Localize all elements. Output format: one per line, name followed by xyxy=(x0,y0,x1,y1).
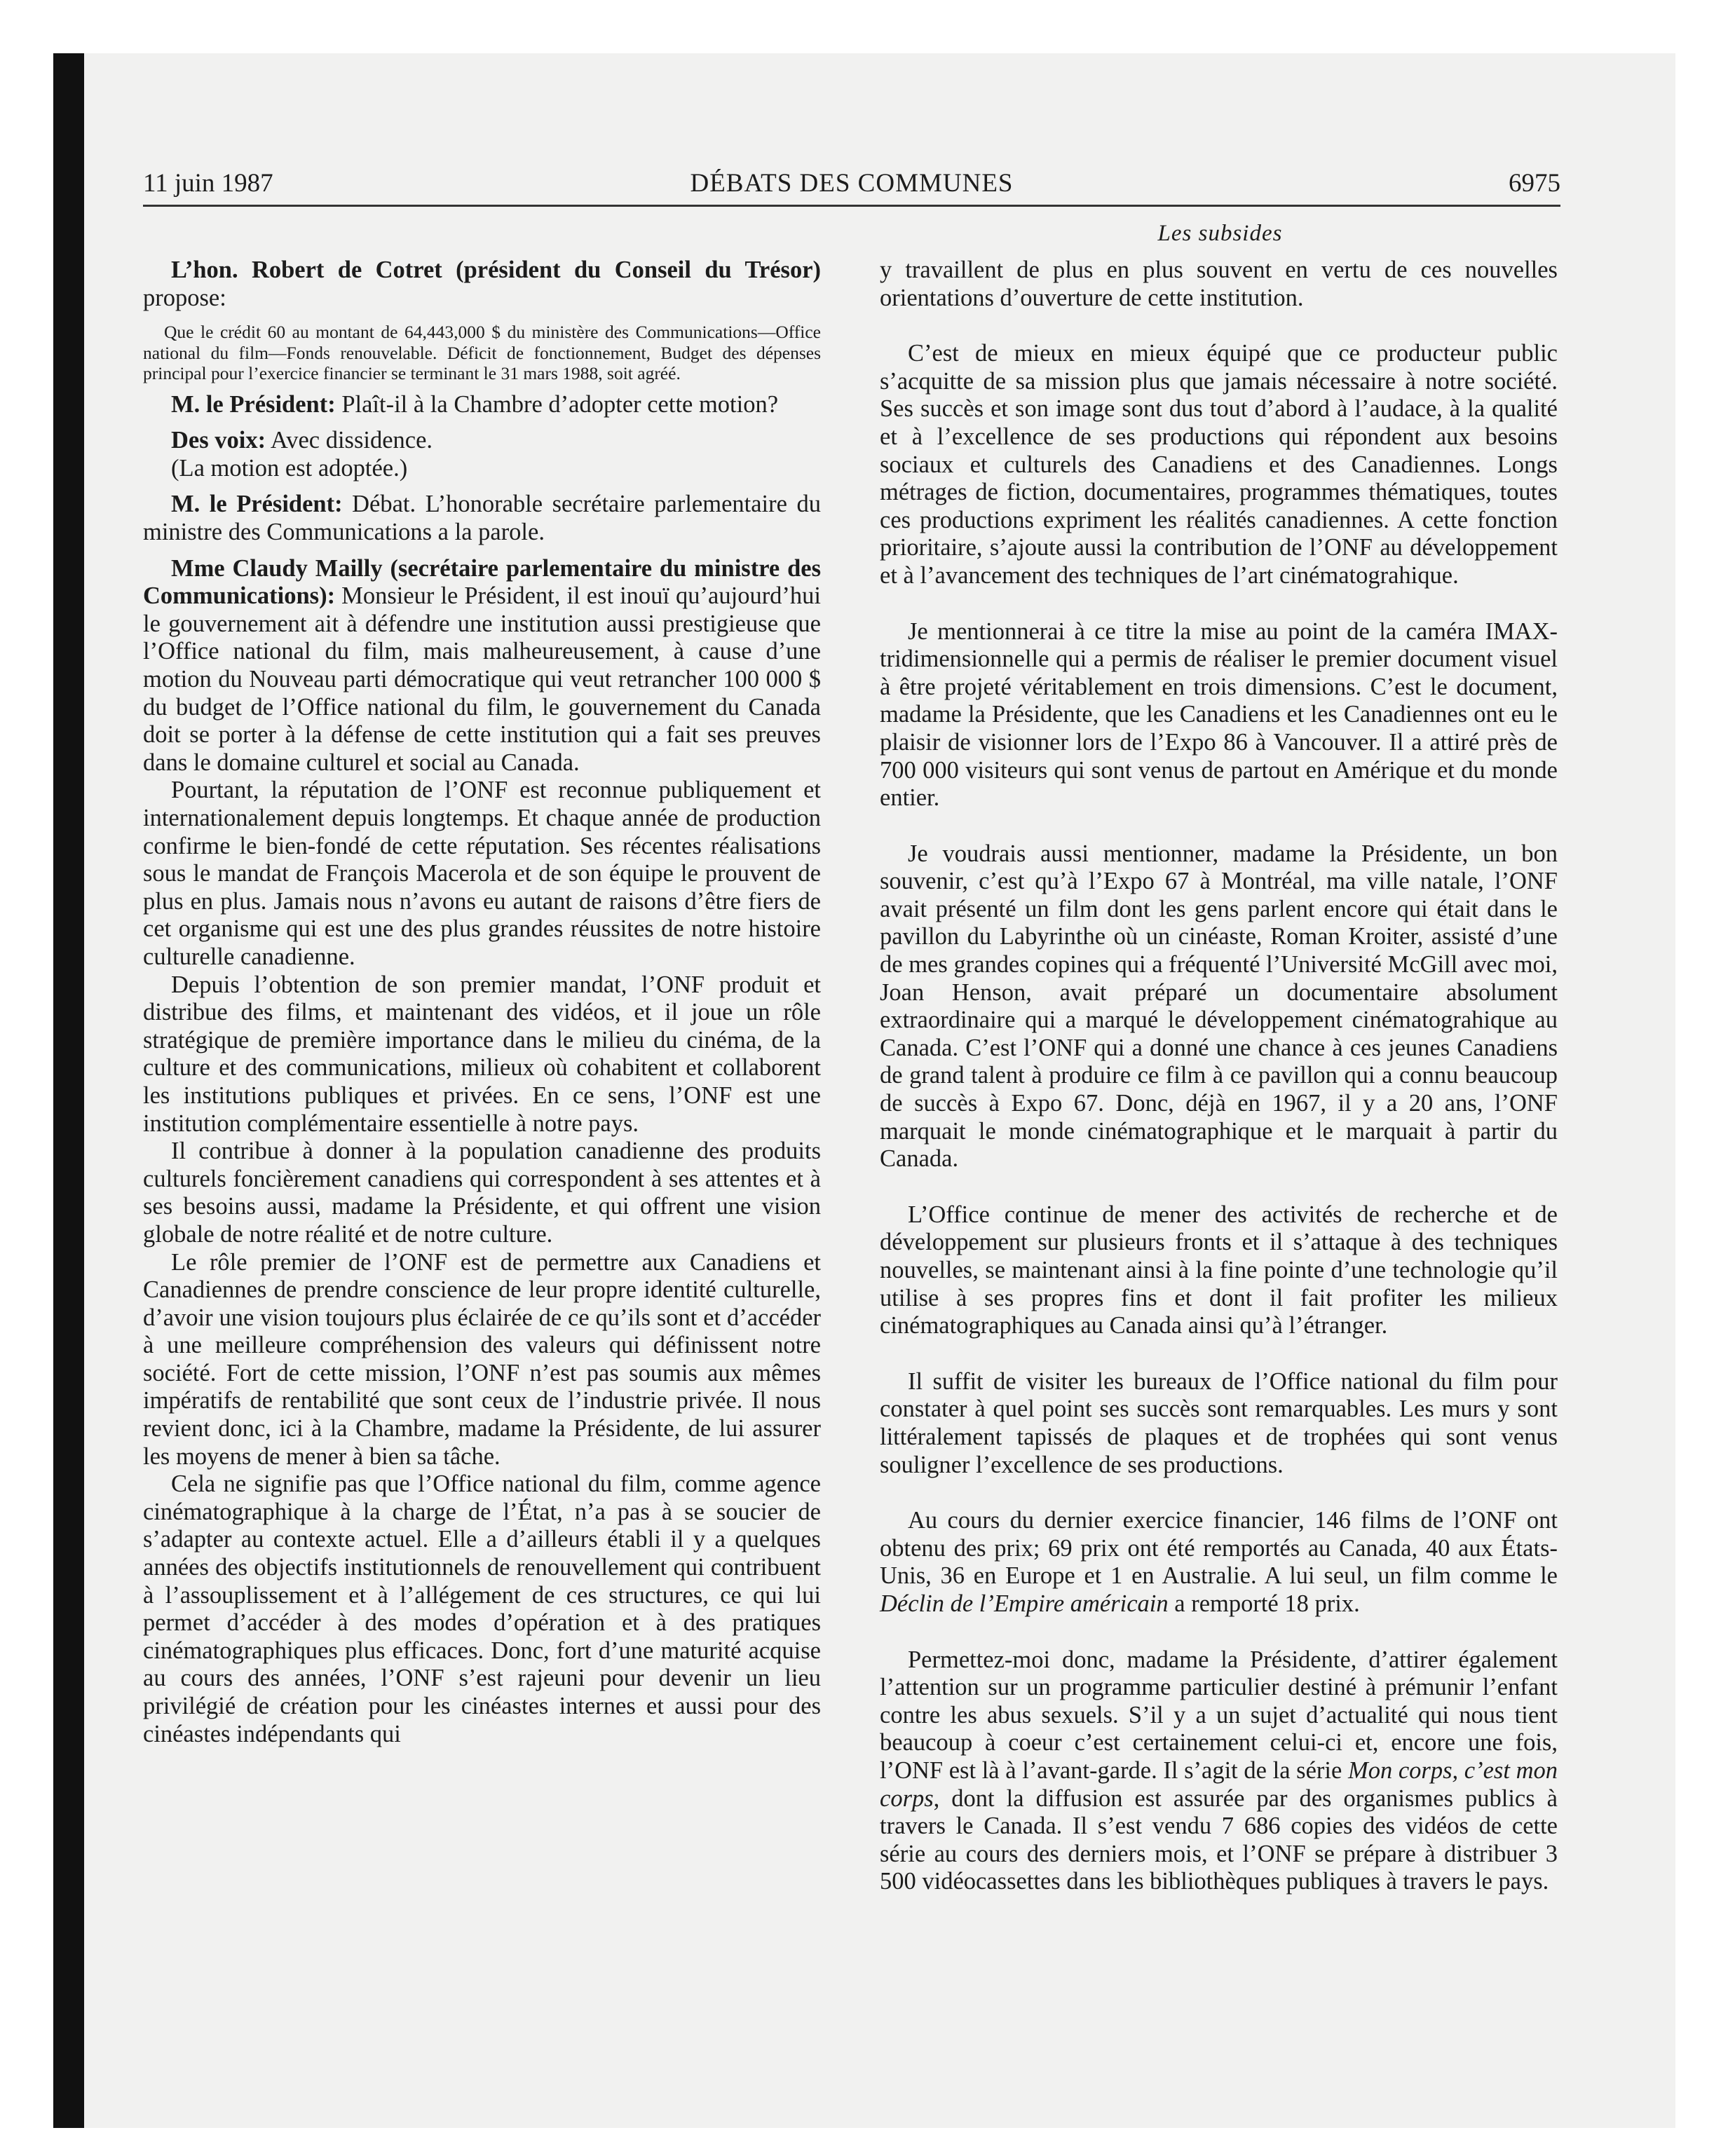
paragraph-text: Débat. L’honorable secrétaire parlementaire du ministre des Communications a la parole. xyxy=(143,491,821,546)
paragraph: Le rôle premier de l’ONF est de permettre aux Canadiens et Canadiennes de prendre conscience de leur propre identité culturelle, d’avoir une vision toujours plus éclairée de ce qu’ils sont et d’accéder à une meilleure compréhension des valeurs qui définissent notre société. Fort de cette mission, l’ONF n’est pas soumis aux mêmes impératifs de rentabilité que sont ceux de l’industrie privée. Il nous revient donc, ici à la Chambre, madame la Présidente, de lui assurer les moyens de mener à bien sa tâche. xyxy=(143,1248,821,1470)
paragraph-text: Plaît-il à la Chambre d’adopter cette motion? xyxy=(341,390,779,418)
paragraph: (La motion est adoptée.) xyxy=(171,454,408,482)
film-title: Déclin de l’Empire américain xyxy=(880,1590,1169,1617)
paragraph: Pourtant, la réputation de l’ONF est reconnue publiquement et internationalement depuis longtemps. Et chaque année de production confirme le bien-fondé de cette réputation. Ses récentes réalisations sous le mandat de François Macerola et de son équipe le prouvent de plus en plus. Jamais nous n’avons eu autant de raisons d’être fiers de cet organisme qui est une des plus grandes réussites de notre histoire culturelle canadienne. xyxy=(143,777,821,970)
speaker: Mme Claudy Mailly (secrétaire parlementaire du ministre des Communications): xyxy=(143,554,821,610)
paragraph: Je voudrais aussi mentionner, madame la Présidente, un bon souvenir, c’est qu’à l’Expo 67 à Montréal, ma ville natale, l’ONF avait présenté un film dont les gens parlent encore qui était dans le pavillon du Labyrinthe où un cinéaste, Roman Kroiter, assisté d’une de mes grandes copines qui a fréquenté l’Université McGill avec moi, Joan Henson, avait préparé un documentaire absolument extraordinaire qui a marqué le développement cinématograhique au Canada. C’est l’ONF qui a donné une chance à ces jeunes Canadiens de grand talent à produire ce film à ce pavillon qui a connu beaucoup de succès à Expo 67. Donc, déjà en 1967, il y a 20 ans, l’ONF marquait le monde cinématographique et le marquait à partir du Canada. xyxy=(880,840,1558,1173)
paragraph xyxy=(143,555,821,777)
header-date: 11 juin 1987 xyxy=(143,169,273,198)
speaker: M. le Président: xyxy=(171,390,336,418)
scan-edge xyxy=(53,53,84,2128)
paragraph xyxy=(143,491,821,546)
paragraph-text: Permettez-moi donc, madame la Présidente, d’attirer également l’attention sur un programme particulier destiné à prémunir l’enfant contre les abus sexuels. S’il y a un sujet d’actualité qui nous tient beaucoup à coeur c’est certainement celui-ci et, encore une fois, l’ONF est là à l’avant-garde. Il s’agit de la série xyxy=(880,1646,1558,1784)
paragraph: L’Office continue de mener des activités de recherche et de développement sur plusieurs fronts et il s’attaque à des techniques nouvelles, se maintenant ainsi à la fine pointe d’une technologie qu’il utilise à ses propres fins et dont il fait profiter les milieux cinématographiques au Canada ainsi qu’à l’étranger. xyxy=(880,1201,1558,1339)
paragraph xyxy=(143,427,821,455)
paragraph xyxy=(880,1646,1558,1896)
paragraph xyxy=(143,257,821,312)
paragraph: Cela ne signifie pas que l’Office national du film, comme agence cinématographique à la charge de l’État, n’a pas à se soucier de s’adapter au contexte actuel. Elle a d’ailleurs établi il y a quelques années des objectifs institutionnels de renouvellement qui contribuent à l’assouplissement et à l’allégement de ces structures, ce qui lui permet d’accéder à des modes d’opération et à des pratiques cinématographiques plus efficaces. Donc, fort d’une maturité acquise au cours des années, l’ONF s’est rajeuni pour devenir un lieu privilégié de création pour les cinéastes internes et aussi pour des cinéastes indépendants qui xyxy=(143,1471,821,1747)
paragraph-text: Avec dissidence. xyxy=(270,427,433,454)
speaker: Des voix: xyxy=(171,427,266,454)
paragraph-text: Monsieur le Président, il est inouï qu’aujourd’hui le gouvernement ait à défendre une institution aussi prestigieuse que l’Office national du film, mais malheureusement, à cause d’une motion du Nouveau parti démocratique qui veut retrancher 100 000 $ du budget de l’Office national du film, le gouvernement du Canada doit se porter à la défense de cette institution qui a fait ses preuves dans le domaine culturel et social au Canada. xyxy=(143,582,822,776)
paragraph xyxy=(143,391,821,419)
paragraph: C’est de mieux en mieux équipé que ce producteur public s’acquitte de sa mission plus que jamais nécessaire à notre société. Ses succès et son image sont dus tout d’abord à l’audace, à la qualité et à l’excellence de ses productions qui répondent aux besoins sociaux et culturels des Canadiens et des Canadiennes. Longs métrages de fiction, documentaires, programmes thématiques, toutes ces productions expriment les réalités canadiennes. A cette fonction prioritaire, s’ajoute aussi la contribution de l’ONF au développement et à l’avancement des techniques de l’art cinématograhique. xyxy=(880,340,1558,589)
header-title: DÉBATS DES COMMUNES xyxy=(690,169,1014,198)
paragraph: y travaillent de plus en plus souvent en vertu de ces nouvelles orientations d’ouverture de cette institution. xyxy=(880,257,1558,311)
series-title: Mon corps, c’est mon corps xyxy=(880,1756,1558,1812)
paragraph: Depuis l’obtention de son premier mandat, l’ONF produit et distribue des films, et maintenant des vidéos, et il joue un rôle stratégique de première importance dans le milieu du cinéma, de la culture et des communications, milieux où cohabitent et collaborent les institutions publiques et privées. En ce sens, l’ONF est une institution complémentaire essentielle à notre pays. xyxy=(143,971,821,1137)
left-column xyxy=(143,257,821,1748)
paragraph: Il suffit de visiter les bureaux de l’Office national du film pour constater à quel point ses succès sont remarquables. Les murs y sont littéralement tapissés de plaques et de trophées qui sont venus souligner l’excellence de ses productions. xyxy=(880,1367,1558,1478)
paragraph-text: Au cours du dernier exercice financier, 146 films de l’ONF ont obtenu des prix; 69 prix ont été remportés au Canada, 40 aux États-Unis, 36 en Europe et 1 en Australie. A lui seul, un film comme le xyxy=(880,1507,1558,1590)
paragraph: Il contribue à donner à la population canadienne des produits culturels foncièrement canadiens qui correspondent à ses attentes et à ses besoins aussi, madame la Présidente, et qui offrent une vision globale de notre réalité et de notre culture. xyxy=(143,1138,821,1248)
motion-text: Que le crédit 60 au montant de 64,443,000 $ du ministère des Communications—Office national du film—Fonds renouvelable. Déficit de fonctionnement, Budget des dépenses principal pour l’exercice financier se terminant le 31 mars 1988, soit agréé. xyxy=(143,322,821,384)
speaker: M. le Président: xyxy=(171,491,343,518)
section-title: Les subsides xyxy=(1157,221,1283,246)
paragraph: Je mentionnerai à ce titre la mise au point de la caméra IMAX-tridimensionnelle qui a permis de réaliser le premier document visuel à être projeté véritablement en trois dimensions. C’est le document, madame la Présidente, que les Canadiens et les Canadiennes ont eu le plaisir de visionner lors de l’Expo 86 à Vancouver. Il a attiré près de 700 000 visiteurs qui sont venus de partout en Amérique et du monde entier. xyxy=(880,618,1558,812)
paragraph xyxy=(880,1507,1558,1618)
speaker: L’hon. Robert de Cotret (président du Conseil du Trésor) xyxy=(171,257,821,283)
paragraph-text: , dont la diffusion est assurée par des organismes publics à travers le Canada. Il s’est vendu 7 686 copies des vidéos de cette série au cours des derniers mois, et l’ONF se prépare à distribuer 3 500 vidéocassettes dans les bibliothèques publiques à travers le pays. xyxy=(880,1785,1558,1895)
page-header xyxy=(143,163,1560,207)
paragraph-text: a remporté 18 prix. xyxy=(1168,1590,1360,1617)
paragraph-text: propose: xyxy=(143,284,226,311)
right-column xyxy=(880,257,1558,1896)
header-page-number: 6975 xyxy=(1509,169,1560,198)
